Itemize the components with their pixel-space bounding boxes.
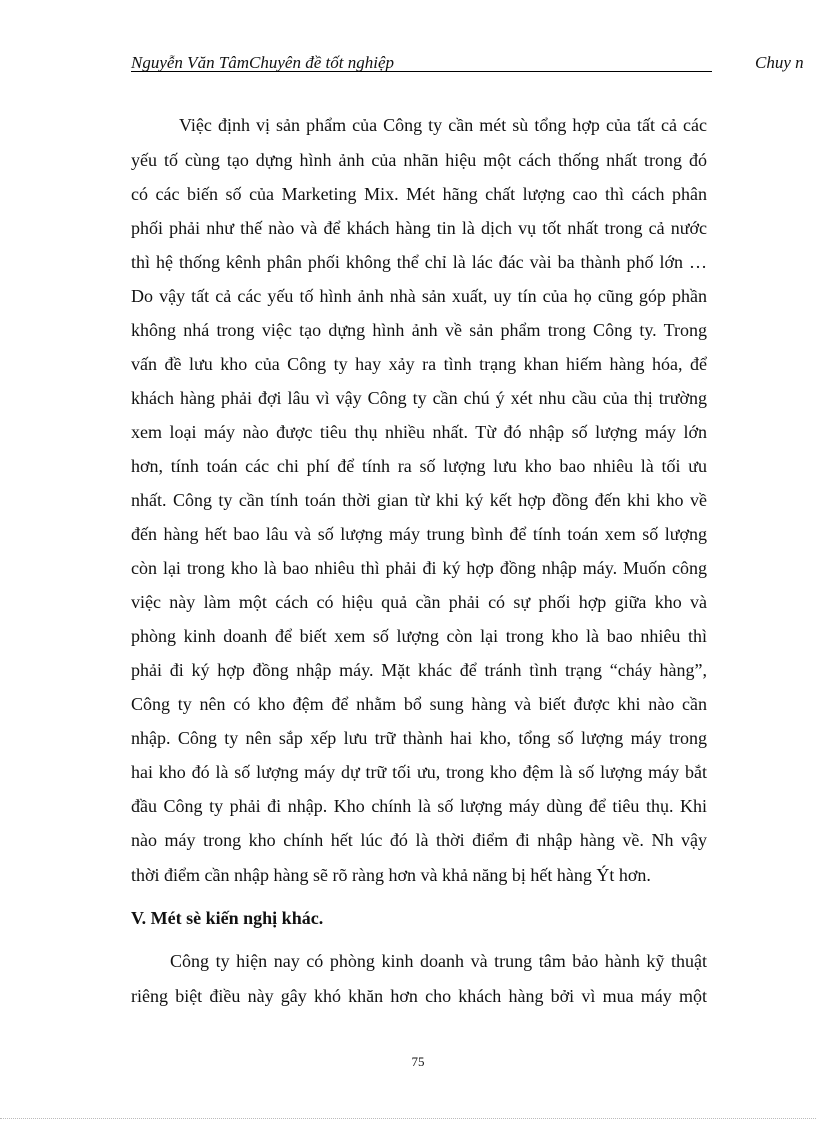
text-line: đầu Công ty phải đi nhập. Kho chính là số lượng máy dùng để tiêu thụ. Khi xyxy=(131,796,707,816)
page-number: 75 xyxy=(411,1054,425,1069)
text-line: vấn đề lưu kho của Công ty hay xảy ra tình trạng khan hiếm hàng hóa, để xyxy=(131,354,707,374)
text-line: phối phải như thế nào và để khách hàng tin là dịch vụ tốt nhất trong cả nước xyxy=(131,218,707,238)
text-line: Việc định vị sản phẩm của Công ty cần mét sù tổng hợp của tất cả các xyxy=(179,115,707,135)
section-heading: V. Mét sè kiến nghị khác. xyxy=(131,908,324,928)
text-line: thời điểm cần nhập hàng sẽ rõ ràng hơn và khả năng bị hết hàng Ýt hơn. xyxy=(131,865,651,885)
text-line: phòng kinh doanh để biết xem số lượng còn lại trong kho là bao nhiêu thì xyxy=(131,626,707,646)
text-line: đến hàng hết bao lâu và số lượng máy trung bình để tính toán xem số lượng xyxy=(131,524,707,544)
text-line: nhập. Công ty nên sắp xếp lưu trữ thành hai kho, tổng số lượng máy trong xyxy=(131,728,707,748)
text-line: nhất. Công ty cần tính toán thời gian từ khi ký kết hợp đồng đến khi kho về xyxy=(131,490,707,510)
text-line: riêng biệt điều này gây khó khăn hơn cho khách hàng bởi vì mua máy một xyxy=(131,986,707,1006)
text-line: hai kho đó là số lượng máy dự trữ tối ưu, trong kho đệm là số lượng máy bắt xyxy=(131,762,707,782)
text-line: hơn, tính toán các chi phí để tính ra số lượng lưu kho bao nhiêu là tối ưu xyxy=(131,456,707,476)
text-line: thì hệ thống kênh phân phối không thể chỉ là lác đác vài ba thành phố lớn … xyxy=(131,252,707,272)
header-rule xyxy=(131,71,712,72)
text-line: có các biến số của Marketing Mix. Mét hãng chất lượng cao thì cách phân xyxy=(131,184,707,204)
text-line: phải đi ký hợp đồng nhập máy. Mặt khác để tránh tình trạng “cháy hàng”, xyxy=(131,660,707,680)
text-line: nào máy trong kho chính hết lúc đó là thời điểm đi nhập hàng về. Nh vậy xyxy=(131,830,707,850)
header-right-text: Chuy n xyxy=(755,53,804,72)
text-line: Do vậy tất cả các yếu tố hình ảnh nhà sản xuất, uy tín của họ cũng góp phần xyxy=(131,286,707,306)
text-line: xem loại máy nào được tiêu thụ nhiều nhất. Từ đó nhập số lượng máy lớn xyxy=(131,422,707,442)
header-author-title: Nguyễn Văn TâmChuyên đề tốt nghiệp xyxy=(131,53,394,72)
text-line: yếu tố cùng tạo dựng hình ảnh của nhãn hiệu một cách thống nhất trong đó xyxy=(131,150,707,170)
text-line: việc này làm một cách có hiệu quả cần phải có sự phối hợp giữa kho và xyxy=(131,592,707,612)
text-line: khách hàng phải đợi lâu vì vậy Công ty cần chú ý xét nhu cầu của thị trường xyxy=(131,388,707,408)
text-line: Công ty nên có kho đệm để nhằm bổ sung hàng và biết được khi nào cần xyxy=(131,694,707,714)
text-line: còn lại trong kho là bao nhiêu thì phải đi ký hợp đồng nhập máy. Muốn công xyxy=(131,558,707,578)
page-bottom-edge xyxy=(0,1118,816,1119)
text-line: không nhá trong việc tạo dựng hình ảnh về sản phẩm trong Công ty. Trong xyxy=(131,320,707,340)
text-line: Công ty hiện nay có phòng kinh doanh và trung tâm bảo hành kỹ thuật xyxy=(170,951,707,971)
